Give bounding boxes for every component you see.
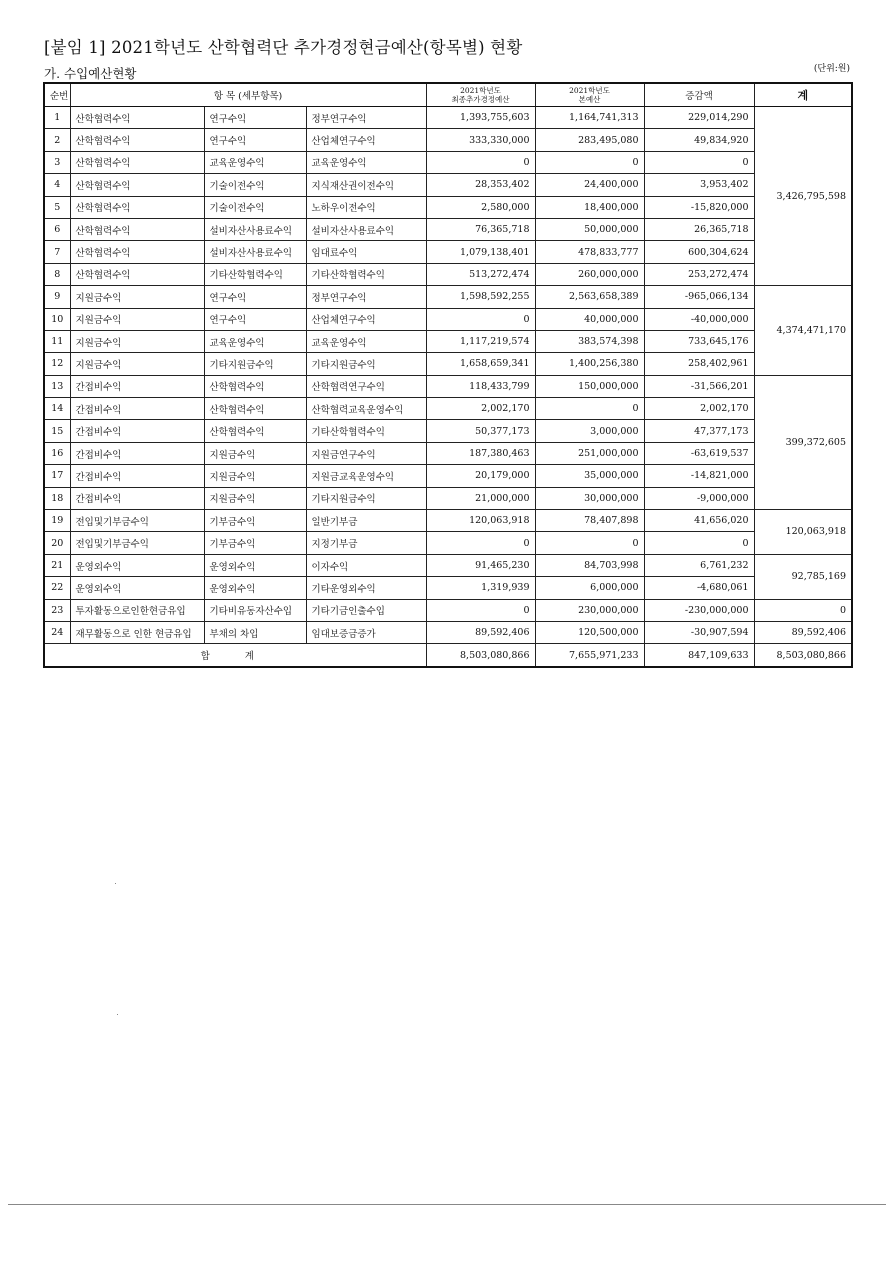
cell-no: 1 xyxy=(44,107,70,129)
cell-no: 22 xyxy=(44,577,70,599)
cell-final: 1,393,755,603 xyxy=(426,107,535,129)
table-header-row xyxy=(44,83,852,107)
cell-no: 20 xyxy=(44,532,70,554)
cell-k3: 정부연구수익 xyxy=(306,286,426,308)
table-row xyxy=(44,353,852,375)
cell-base: 230,000,000 xyxy=(535,599,644,621)
cell-k2: 기타비유동자산수입 xyxy=(204,599,306,621)
cell-group-sum: 4,374,471,170 xyxy=(754,286,852,376)
cell-k1: 운영외수익 xyxy=(70,577,204,599)
cell-final: 0 xyxy=(426,151,535,173)
cell-k3: 이자수익 xyxy=(306,554,426,576)
cell-k3: 임대보증금증가 xyxy=(306,621,426,643)
header-base-line2: 본예산 xyxy=(578,95,601,104)
cell-no: 18 xyxy=(44,487,70,509)
cell-diff: -31,566,201 xyxy=(644,375,754,397)
cell-k2: 부채의 차입 xyxy=(204,621,306,643)
header-no: 순번 xyxy=(44,83,70,107)
cell-no: 10 xyxy=(44,308,70,330)
cell-k3: 산업체연구수익 xyxy=(306,308,426,330)
cell-final: 1,079,138,401 xyxy=(426,241,535,263)
cell-k1: 간접비수익 xyxy=(70,487,204,509)
cell-base: 6,000,000 xyxy=(535,577,644,599)
cell-group-sum: 0 xyxy=(754,599,852,621)
cell-k1: 간접비수익 xyxy=(70,465,204,487)
cell-no: 2 xyxy=(44,129,70,151)
cell-diff: 41,656,020 xyxy=(644,510,754,532)
cell-group-sum: 89,592,406 xyxy=(754,621,852,643)
cell-no: 6 xyxy=(44,218,70,240)
cell-k2: 기술이전수익 xyxy=(204,196,306,218)
cell-diff: -9,000,000 xyxy=(644,487,754,509)
cell-k2: 지원금수익 xyxy=(204,442,306,464)
cell-final: 1,658,659,341 xyxy=(426,353,535,375)
cell-base: 84,703,998 xyxy=(535,554,644,576)
table-row xyxy=(44,599,852,621)
total-final: 8,503,080,866 xyxy=(426,644,535,667)
cell-k2: 운영외수익 xyxy=(204,577,306,599)
table-row xyxy=(44,196,852,218)
cell-diff: 733,645,176 xyxy=(644,330,754,352)
cell-k1: 지원금수익 xyxy=(70,308,204,330)
cell-final: 0 xyxy=(426,532,535,554)
cell-k2: 연구수익 xyxy=(204,308,306,330)
cell-k1: 산학협력수익 xyxy=(70,218,204,240)
cell-k2: 산학협력수익 xyxy=(204,398,306,420)
cell-base: 0 xyxy=(535,151,644,173)
cell-base: 251,000,000 xyxy=(535,442,644,464)
cell-diff: 2,002,170 xyxy=(644,398,754,420)
cell-k1: 산학협력수익 xyxy=(70,241,204,263)
section-subtitle: 가. 수입예산현황 xyxy=(44,66,137,81)
total-row xyxy=(44,644,852,667)
cell-group-sum: 3,426,795,598 xyxy=(754,107,852,286)
cell-k3: 교육운영수익 xyxy=(306,330,426,352)
cell-base: 18,400,000 xyxy=(535,196,644,218)
table-row xyxy=(44,577,852,599)
table-row xyxy=(44,375,852,397)
cell-k3: 지정기부금 xyxy=(306,532,426,554)
cell-final: 50,377,173 xyxy=(426,420,535,442)
cell-k3: 지식재산권이전수익 xyxy=(306,174,426,196)
table-row xyxy=(44,621,852,643)
cell-base: 383,574,398 xyxy=(535,330,644,352)
table-row xyxy=(44,263,852,285)
cell-k1: 재무활동으로 인한 현금유입 xyxy=(70,621,204,643)
cell-diff: 0 xyxy=(644,532,754,554)
cell-k2: 설비자산사용료수익 xyxy=(204,241,306,263)
cell-no: 21 xyxy=(44,554,70,576)
cell-final: 1,319,939 xyxy=(426,577,535,599)
cell-k3: 일반기부금 xyxy=(306,510,426,532)
cell-k2: 연구수익 xyxy=(204,107,306,129)
cell-k1: 산학협력수익 xyxy=(70,196,204,218)
cell-final: 0 xyxy=(426,308,535,330)
cell-k1: 운영외수익 xyxy=(70,554,204,576)
table-row xyxy=(44,151,852,173)
cell-no: 12 xyxy=(44,353,70,375)
cell-no: 23 xyxy=(44,599,70,621)
cell-final: 118,433,799 xyxy=(426,375,535,397)
cell-base: 3,000,000 xyxy=(535,420,644,442)
cell-base: 1,400,256,380 xyxy=(535,353,644,375)
table-row xyxy=(44,465,852,487)
cell-base: 50,000,000 xyxy=(535,218,644,240)
cell-diff: 600,304,624 xyxy=(644,241,754,263)
cell-diff: 26,365,718 xyxy=(644,218,754,240)
cell-diff: 253,272,474 xyxy=(644,263,754,285)
cell-k2: 설비자산사용료수익 xyxy=(204,218,306,240)
cell-k1: 전입및기부금수익 xyxy=(70,532,204,554)
page-bottom-line xyxy=(8,1204,886,1205)
table-row xyxy=(44,510,852,532)
cell-base: 0 xyxy=(535,532,644,554)
cell-k3: 기타지원금수익 xyxy=(306,353,426,375)
cell-k1: 지원금수익 xyxy=(70,330,204,352)
cell-diff: 3,953,402 xyxy=(644,174,754,196)
cell-k1: 간접비수익 xyxy=(70,420,204,442)
header-final-line1: 2021학년도 xyxy=(460,86,501,95)
header-base-line1: 2021학년도 xyxy=(569,86,610,95)
revenue-budget-table xyxy=(43,82,853,668)
cell-k2: 지원금수익 xyxy=(204,465,306,487)
cell-k2: 교육운영수익 xyxy=(204,151,306,173)
cell-diff: 47,377,173 xyxy=(644,420,754,442)
cell-k1: 산학협력수익 xyxy=(70,107,204,129)
cell-k3: 지원금연구수익 xyxy=(306,442,426,464)
total-base: 7,655,971,233 xyxy=(535,644,644,667)
cell-k3: 기타산학협력수익 xyxy=(306,420,426,442)
cell-k1: 산학협력수익 xyxy=(70,151,204,173)
document-title: [붙임 1] 2021학년도 산학협력단 추가경정현금예산(항목별) 현황 xyxy=(44,38,523,57)
cell-no: 16 xyxy=(44,442,70,464)
cell-no: 3 xyxy=(44,151,70,173)
cell-k2: 기부금수익 xyxy=(204,532,306,554)
cell-no: 17 xyxy=(44,465,70,487)
cell-k3: 기타산학협력수익 xyxy=(306,263,426,285)
cell-final: 0 xyxy=(426,599,535,621)
cell-k1: 산학협력수익 xyxy=(70,263,204,285)
cell-final: 187,380,463 xyxy=(426,442,535,464)
cell-no: 4 xyxy=(44,174,70,196)
table-row xyxy=(44,174,852,196)
cell-group-sum: 92,785,169 xyxy=(754,554,852,599)
cell-k3: 산학협력교육운영수익 xyxy=(306,398,426,420)
cell-k3: 기타기금인출수입 xyxy=(306,599,426,621)
cell-final: 91,465,230 xyxy=(426,554,535,576)
cell-k1: 지원금수익 xyxy=(70,353,204,375)
total-difference: 847,109,633 xyxy=(644,644,754,667)
cell-k2: 기술이전수익 xyxy=(204,174,306,196)
header-difference: 증감액 xyxy=(644,83,754,107)
cell-final: 513,272,474 xyxy=(426,263,535,285)
cell-diff: -14,821,000 xyxy=(644,465,754,487)
cell-final: 89,592,406 xyxy=(426,621,535,643)
cell-k1: 전입및기부금수익 xyxy=(70,510,204,532)
cell-k2: 산학협력수익 xyxy=(204,420,306,442)
cell-k1: 투자활동으로인한현금유입 xyxy=(70,599,204,621)
cell-no: 19 xyxy=(44,510,70,532)
cell-diff: -15,820,000 xyxy=(644,196,754,218)
cell-k2: 연구수익 xyxy=(204,129,306,151)
cell-k2: 운영외수익 xyxy=(204,554,306,576)
cell-diff: -40,000,000 xyxy=(644,308,754,330)
cell-k2: 기타산학협력수익 xyxy=(204,263,306,285)
cell-diff: 0 xyxy=(644,151,754,173)
cell-k3: 기타운영외수익 xyxy=(306,577,426,599)
cell-final: 1,598,592,255 xyxy=(426,286,535,308)
cell-k2: 기타지원금수익 xyxy=(204,353,306,375)
cell-k2: 기부금수익 xyxy=(204,510,306,532)
cell-base: 0 xyxy=(535,398,644,420)
cell-no: 8 xyxy=(44,263,70,285)
cell-final: 76,365,718 xyxy=(426,218,535,240)
cell-base: 2,563,658,389 xyxy=(535,286,644,308)
cell-k3: 교육운영수익 xyxy=(306,151,426,173)
cell-k3: 정부연구수익 xyxy=(306,107,426,129)
cell-diff: 258,402,961 xyxy=(644,353,754,375)
cell-k1: 간접비수익 xyxy=(70,398,204,420)
cell-k3: 산학협력연구수익 xyxy=(306,375,426,397)
cell-k2: 연구수익 xyxy=(204,286,306,308)
cell-base: 30,000,000 xyxy=(535,487,644,509)
cell-base: 478,833,777 xyxy=(535,241,644,263)
cell-no: 14 xyxy=(44,398,70,420)
table-row xyxy=(44,241,852,263)
cell-k1: 산학협력수익 xyxy=(70,174,204,196)
cell-base: 24,400,000 xyxy=(535,174,644,196)
total-sum: 8,503,080,866 xyxy=(754,644,852,667)
table-row xyxy=(44,487,852,509)
cell-k3: 산업체연구수익 xyxy=(306,129,426,151)
table-row xyxy=(44,420,852,442)
scan-speck xyxy=(117,1014,118,1015)
cell-diff: -63,619,537 xyxy=(644,442,754,464)
cell-base: 150,000,000 xyxy=(535,375,644,397)
table-row xyxy=(44,330,852,352)
cell-final: 20,179,000 xyxy=(426,465,535,487)
header-final-line2: 최종추가경정예산 xyxy=(451,95,510,104)
cell-no: 9 xyxy=(44,286,70,308)
cell-k2: 교육운영수익 xyxy=(204,330,306,352)
table-row xyxy=(44,442,852,464)
cell-k3: 지원금교육운영수익 xyxy=(306,465,426,487)
cell-base: 40,000,000 xyxy=(535,308,644,330)
cell-k2: 산학협력수익 xyxy=(204,375,306,397)
cell-no: 5 xyxy=(44,196,70,218)
cell-no: 13 xyxy=(44,375,70,397)
cell-final: 21,000,000 xyxy=(426,487,535,509)
cell-k2: 지원금수익 xyxy=(204,487,306,509)
unit-label: (단위:원) xyxy=(813,64,850,74)
cell-no: 15 xyxy=(44,420,70,442)
cell-k3: 설비자산사용료수익 xyxy=(306,218,426,240)
cell-base: 35,000,000 xyxy=(535,465,644,487)
cell-diff: -230,000,000 xyxy=(644,599,754,621)
cell-diff: 229,014,290 xyxy=(644,107,754,129)
cell-diff: -30,907,594 xyxy=(644,621,754,643)
cell-no: 11 xyxy=(44,330,70,352)
table-row xyxy=(44,129,852,151)
cell-no: 7 xyxy=(44,241,70,263)
cell-base: 78,407,898 xyxy=(535,510,644,532)
table-row xyxy=(44,107,852,129)
table-row xyxy=(44,532,852,554)
header-sum: 계 xyxy=(754,83,852,107)
cell-k3: 노하우이전수익 xyxy=(306,196,426,218)
table-row xyxy=(44,286,852,308)
cell-diff: 6,761,232 xyxy=(644,554,754,576)
total-label xyxy=(44,644,426,667)
cell-diff: -965,066,134 xyxy=(644,286,754,308)
total-label-text: 합 계 xyxy=(200,651,270,663)
header-final-budget xyxy=(426,83,535,107)
table-row xyxy=(44,218,852,240)
table-row xyxy=(44,398,852,420)
scan-speck xyxy=(115,883,116,884)
cell-k3: 임대료수익 xyxy=(306,241,426,263)
table-row xyxy=(44,554,852,576)
cell-final: 120,063,918 xyxy=(426,510,535,532)
cell-diff: 49,834,920 xyxy=(644,129,754,151)
cell-base: 283,495,080 xyxy=(535,129,644,151)
cell-final: 333,330,000 xyxy=(426,129,535,151)
cell-final: 2,002,170 xyxy=(426,398,535,420)
cell-final: 28,353,402 xyxy=(426,174,535,196)
cell-base: 260,000,000 xyxy=(535,263,644,285)
cell-base: 120,500,000 xyxy=(535,621,644,643)
header-item: 항 목 (세부항목) xyxy=(70,83,426,107)
cell-k1: 지원금수익 xyxy=(70,286,204,308)
cell-k1: 간접비수익 xyxy=(70,375,204,397)
cell-k1: 산학협력수익 xyxy=(70,129,204,151)
cell-final: 2,580,000 xyxy=(426,196,535,218)
cell-final: 1,117,219,574 xyxy=(426,330,535,352)
cell-k3: 기타지원금수익 xyxy=(306,487,426,509)
cell-k1: 간접비수익 xyxy=(70,442,204,464)
header-base-budget xyxy=(535,83,644,107)
cell-no: 24 xyxy=(44,621,70,643)
cell-group-sum: 399,372,605 xyxy=(754,375,852,509)
table-body xyxy=(44,107,852,644)
cell-group-sum: 120,063,918 xyxy=(754,510,852,555)
cell-diff: -4,680,061 xyxy=(644,577,754,599)
table-row xyxy=(44,308,852,330)
cell-base: 1,164,741,313 xyxy=(535,107,644,129)
